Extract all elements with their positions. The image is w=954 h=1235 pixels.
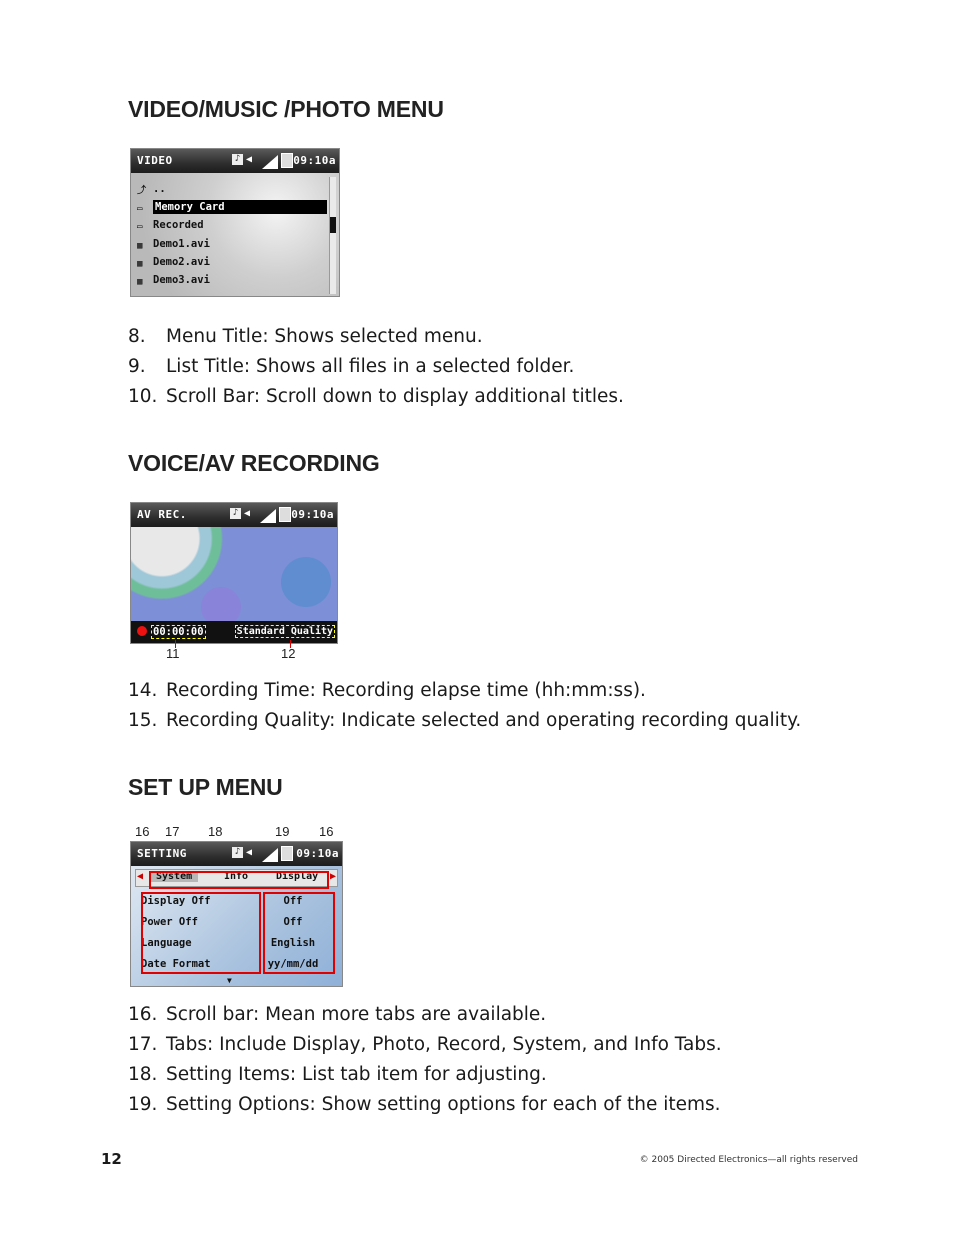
callout-16-right: 16 — [319, 824, 334, 839]
speaker-icon: ◀ — [244, 508, 251, 519]
list-item: 15. Recording Quality: Indicate selected and operating recording quality. — [128, 710, 802, 731]
voice-description-list — [128, 676, 801, 736]
folder-icon: ▭ — [137, 204, 143, 214]
callout-11: 11 — [166, 646, 180, 661]
list-item: 19. Setting Options: Show setting options for each of the items. — [128, 1094, 721, 1115]
list-item: 8. Menu Title: Shows selected menu. — [128, 326, 483, 347]
setting-row[interactable]: Display Off Off — [141, 895, 303, 907]
tab-info[interactable]: Info — [224, 871, 249, 882]
signal-bars-icon — [262, 155, 278, 169]
menu-title: VIDEO — [137, 154, 173, 167]
clock: 09:10a — [291, 508, 334, 521]
recording-quality: Standard Quality — [236, 626, 333, 637]
folder-icon: ▭ — [137, 222, 143, 232]
battery-icon — [279, 507, 291, 522]
list-item[interactable]: ⤴ .. — [137, 183, 166, 196]
folder-up-icon: ⤴ — [137, 186, 147, 196]
section-heading-video: VIDEO/MUSIC /PHOTO MENU — [128, 96, 444, 122]
recording-preview — [131, 527, 337, 643]
menu-title-bar — [131, 842, 342, 866]
callout-17: 17 — [165, 824, 180, 839]
section-heading-voice: VOICE/AV RECORDING — [128, 450, 380, 476]
tab-system[interactable]: System — [150, 871, 198, 882]
video-menu-screenshot — [130, 148, 340, 297]
setting-menu-screenshot — [130, 841, 343, 987]
tab-display[interactable]: Display — [276, 871, 319, 882]
speaker-icon: ◀ — [246, 847, 253, 858]
list-item: 9. List Title: Shows all files in a selected folder. — [128, 356, 575, 377]
list-item-selected[interactable]: ▭ Memory Card — [137, 200, 327, 214]
music-note-icon: ♪ — [230, 508, 241, 519]
setting-row[interactable]: Date Format yy/mm/dd — [141, 958, 319, 970]
list-item: 14. Recording Time: Recording elapse time (hh:mm:ss). — [128, 680, 646, 701]
av-recording-screenshot — [130, 502, 338, 644]
record-dot-icon — [137, 626, 147, 636]
setup-description-list — [128, 1000, 722, 1120]
video-file-icon: ▦ — [137, 241, 143, 251]
list-item: 17. Tabs: Include Display, Photo, Record, System, and Info Tabs. — [128, 1034, 722, 1055]
list-item: 10. Scroll Bar: Scroll down to display additional titles. — [128, 386, 624, 407]
video-description-list — [128, 322, 624, 412]
menu-title-bar — [131, 503, 337, 527]
list-item: 16. Scroll bar: Mean more tabs are available. — [128, 1004, 547, 1025]
video-file-icon: ▦ — [137, 277, 143, 287]
clock: 09:10a — [293, 154, 336, 167]
speaker-icon: ◀ — [246, 154, 253, 165]
scroll-thumb[interactable] — [330, 217, 336, 233]
setting-row[interactable]: Power Off Off — [141, 916, 303, 928]
music-note-icon: ♪ — [232, 154, 243, 165]
menu-title-bar — [131, 149, 339, 173]
battery-icon — [281, 846, 293, 861]
list-item: 18. Setting Items: List tab item for adjusting. — [128, 1064, 547, 1085]
callout-12: 12 — [281, 646, 296, 661]
list-item[interactable]: ▦ Demo3.avi — [137, 274, 210, 287]
signal-bars-icon — [262, 848, 278, 862]
scroll-right-icon[interactable]: ▶ — [329, 871, 336, 882]
battery-icon — [281, 153, 293, 168]
list-item[interactable]: ▦ Demo2.avi — [137, 256, 210, 269]
copyright: © 2005 Directed Electronics—all rights reserved — [639, 1155, 858, 1165]
callout-18: 18 — [208, 824, 223, 839]
callout-19: 19 — [275, 824, 290, 839]
scroll-down-icon[interactable]: ▼ — [227, 976, 232, 985]
menu-title: AV REC. — [137, 508, 187, 521]
setting-row[interactable]: Language English — [141, 937, 316, 949]
scroll-left-icon[interactable]: ◀ — [137, 871, 144, 882]
video-file-icon: ▦ — [137, 259, 143, 269]
page-number: 12 — [101, 1150, 122, 1168]
callout-16-left: 16 — [135, 824, 150, 839]
signal-bars-icon — [260, 509, 276, 523]
recording-status-bar — [131, 621, 337, 643]
list-item[interactable]: ▦ Demo1.avi — [137, 238, 210, 251]
section-heading-setup: SET UP MENU — [128, 774, 283, 800]
file-list — [131, 173, 339, 296]
clock: 09:10a — [296, 847, 339, 860]
scroll-bar[interactable] — [329, 177, 336, 294]
list-item[interactable]: ▭ Recorded — [137, 219, 204, 232]
recording-time: 00:00:00 — [153, 626, 204, 638]
menu-title: SETTING — [137, 847, 187, 860]
music-note-icon: ♪ — [232, 847, 243, 858]
